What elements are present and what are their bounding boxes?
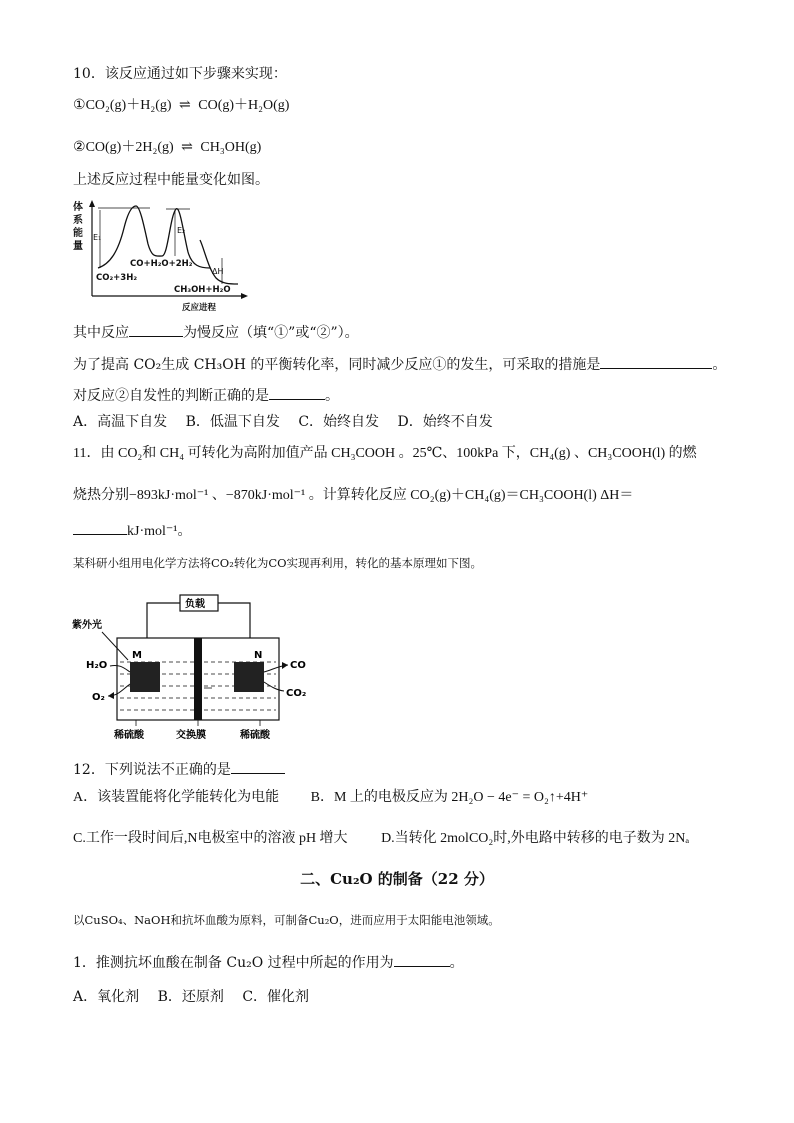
option-d[interactable]: D.当转化 2molCO₂时,外电路中转移的电子数为 2Nₐ — [381, 831, 690, 846]
electrolysis-cell-diagram — [72, 592, 322, 742]
option-b[interactable]: B．M 上的电极反应为 2H₂O − 4e⁻ = O₂↑+4H⁺ — [310, 790, 589, 805]
diagram-state1: CO₂+3H₂ — [96, 273, 138, 283]
option-c[interactable]: C.工作一段时间后,N电极室中的溶液 pH 增大 — [73, 831, 348, 846]
diagram-ylabel: 体 — [73, 202, 83, 213]
reaction-1-lhs: CO₂(g)＋H₂(g) — [85, 98, 172, 113]
membrane-label: 交换膜 — [176, 730, 206, 741]
q10-title: 10．该反应通过如下步骤来实现： — [73, 66, 287, 82]
electrode-n — [234, 662, 264, 692]
section2-intro: 以CuSO₄、NaOH和抗坏血酸为原料，可制备Cu₂O，进而应用于太阳能电池领域。 — [73, 913, 500, 927]
option-c[interactable]: C．始终自发 — [298, 414, 380, 430]
q10-spont-text-b: 。 — [325, 388, 339, 404]
q10-measure-text-b: 。 — [712, 357, 727, 373]
o2-label: O₂ — [92, 692, 105, 703]
option-a[interactable]: A．氧化剂 — [73, 989, 140, 1005]
q12-stem-text: 12．下列说法不正确的是 — [73, 762, 231, 778]
q10-spont — [73, 384, 339, 406]
option-a[interactable]: A．高温下自发 — [73, 414, 168, 430]
electrode-m — [130, 662, 160, 692]
answer-blank[interactable] — [231, 758, 285, 774]
q10-slow — [73, 321, 359, 343]
q1-options — [73, 987, 309, 1007]
option-b[interactable]: B．还原剂 — [157, 989, 224, 1005]
co2-label: CO₂ — [286, 688, 307, 699]
q12-options-ab — [73, 788, 588, 808]
reaction-2-mark: ② — [73, 140, 86, 155]
load-label: 负载 — [185, 599, 205, 610]
svg-text:量: 量 — [73, 241, 83, 252]
q11-unit: kJ·mol⁻¹。 — [127, 524, 192, 539]
q11-line2: 烧热分别−893kJ·mol⁻¹ 、−870kJ·mol⁻¹ 。计算转化反应 CO₂(g)＋CH₄(g)＝CH₃COOH(l) ΔH＝ — [73, 488, 634, 503]
reaction-2-lhs: CO(g)＋2H₂(g) — [85, 140, 174, 155]
exchange-membrane — [194, 638, 202, 720]
diagram-e2: E₂ — [177, 226, 186, 235]
equilibrium-arrow: ⇌ — [181, 140, 193, 155]
q11-line1: 11．由 CO₂和 CH₄ 可转化为高附加值产品 CH₃COOH 。25℃、100kPa 下，CH₄(g) 、CH₃COOH(l) 的燃 — [73, 446, 697, 461]
section-title: 二、Cu₂O 的制备（22 分） — [300, 870, 494, 888]
answer-blank[interactable] — [129, 321, 183, 337]
q11-line3 — [73, 519, 191, 542]
q10-slow-text-b: 为慢反应（填“①”或“②”）。 — [183, 325, 359, 341]
equilibrium-arrow: ⇌ — [179, 98, 191, 113]
answer-blank[interactable] — [269, 384, 325, 400]
q1-stem-text-b: 。 — [449, 955, 464, 971]
reaction-1-rhs: CO(g)＋H₂O(g) — [198, 98, 290, 113]
q1-stem — [73, 951, 464, 973]
diagram-state2: CO+H₂O+2H₂ — [130, 259, 193, 269]
acid-left-label: 稀硫酸 — [114, 730, 144, 741]
svg-text:系: 系 — [73, 215, 83, 226]
reaction-2 — [73, 138, 261, 158]
q10-measure-text-a: 为了提高 CO₂生成 CH₃OH 的平衡转化率，同时减少反应①的发生，可采取的措施是 — [73, 357, 601, 373]
answer-blank[interactable] — [73, 519, 127, 535]
q12-stem — [73, 758, 285, 780]
svg-text:能: 能 — [73, 228, 83, 239]
q10-options — [73, 412, 493, 432]
reaction-2-rhs: CH₃OH(g) — [200, 140, 262, 155]
option-c[interactable]: C．催化剂 — [242, 989, 310, 1005]
acid-right-label: 稀硫酸 — [240, 730, 270, 741]
answer-blank[interactable] — [600, 353, 712, 369]
uv-label: 紫外光 — [72, 620, 102, 631]
ec-intro: 某科研小组用电化学方法将CO₂转化为CO实现再利用，转化的基本原理如下图。 — [73, 556, 483, 570]
q10-slow-text-a: 其中反应 — [73, 325, 129, 341]
co-label: CO — [290, 660, 306, 671]
option-a[interactable]: A．该装置能将化学能转化为电能 — [73, 790, 280, 805]
answer-blank[interactable] — [394, 951, 450, 967]
energy-diagram — [70, 196, 250, 318]
diagram-e1: E₁ — [93, 233, 102, 242]
electrode-m-label: M — [132, 650, 142, 661]
electrode-n-label: N — [254, 650, 263, 661]
diagram-state3: CH₃OH+H₂O — [174, 285, 231, 295]
q1-stem-text-a: 1．推测抗坏血酸在制备 Cu₂O 过程中所起的作用为 — [73, 955, 394, 971]
diagram-xlabel: 反应进程 — [182, 303, 217, 313]
reaction-1 — [73, 96, 289, 116]
reaction-1-mark: ① — [73, 98, 86, 113]
q12-options-cd — [73, 829, 689, 849]
option-d[interactable]: D．始终不自发 — [397, 414, 493, 430]
energy-intro: 上述反应过程中能量变化如图。 — [73, 172, 269, 188]
q10-spont-text-a: 对反应②自发性的判断正确的是 — [73, 388, 269, 404]
q10-measure — [73, 353, 726, 375]
option-b[interactable]: B．低温下自发 — [185, 414, 280, 430]
diagram-dh: ΔH — [212, 267, 224, 276]
h2o-label: H₂O — [86, 660, 108, 671]
